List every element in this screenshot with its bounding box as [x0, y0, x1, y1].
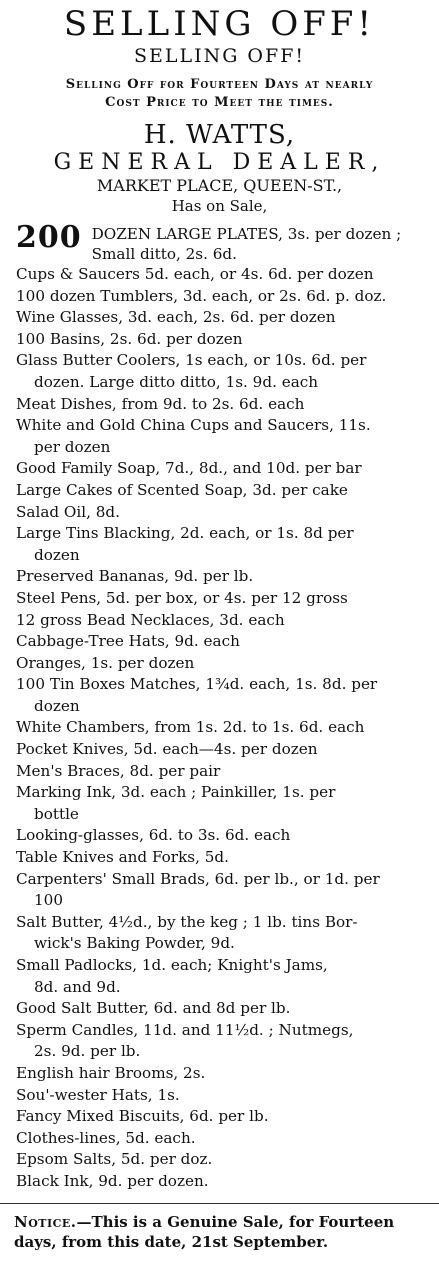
subheading-line-1: Selling Off for Fourteen Days at nearly — [65, 77, 374, 92]
list-item — [16, 610, 429, 632]
list-item — [16, 1171, 429, 1193]
item-line: Steel Pens, 5d. per box, or 4s. per 12 gross — [16, 588, 348, 607]
list-item — [16, 653, 429, 675]
item-list — [0, 222, 439, 1193]
item-line: English hair Brooms, 2s. — [16, 1063, 206, 1082]
item-continuation: 8d. and 9d. — [34, 977, 121, 996]
list-item — [16, 458, 429, 480]
list-item — [16, 782, 429, 825]
item-line: Marking Ink, 3d. each ; Painkiller, 1s. per — [16, 783, 336, 802]
dealer-address: MARKET PLACE, QUEEN-ST., — [96, 176, 343, 195]
item-line: Wine Glasses, 3d. each, 2s. 6d. per dozen — [16, 308, 336, 327]
dealer-name: H. WATTS, — [143, 120, 296, 150]
item-continuation: bottle — [34, 804, 79, 823]
list-item — [16, 1128, 429, 1150]
list-item — [16, 739, 429, 761]
list-item — [16, 480, 429, 502]
list-item — [16, 264, 429, 286]
lead-text: DOZEN LARGE PLATES, 3s. per dozen ; Small ditto, 2s. 6d. — [91, 225, 402, 263]
item-line: Glass Butter Coolers, 1s each, or 10s. 6d. per — [16, 351, 367, 370]
list-item — [16, 955, 429, 998]
list-item — [16, 1063, 429, 1085]
item-rows — [16, 264, 429, 1193]
list-item — [16, 1149, 429, 1171]
item-line: Cabbage-Tree Hats, 9d. each — [16, 632, 240, 651]
item-line: Black Ink, 9d. per dozen. — [16, 1171, 209, 1190]
item-line: Oranges, 1s. per dozen — [16, 653, 195, 672]
lead-item — [16, 222, 429, 264]
item-line: 100 dozen Tumblers, 3d. each, or 2s. 6d. p. doz. — [16, 286, 387, 305]
divider — [0, 1203, 439, 1204]
item-line: 12 gross Bead Necklaces, 3d. each — [16, 610, 285, 629]
notice-label: Notice. — [14, 1212, 77, 1231]
list-item — [16, 588, 429, 610]
list-item — [16, 329, 429, 351]
item-line: Epsom Salts, 5d. per doz. — [16, 1150, 213, 1169]
item-continuation: per dozen — [34, 437, 111, 456]
dealer-trade: GENERAL DEALER, — [53, 150, 386, 175]
lead-quantity: 200 — [16, 220, 82, 255]
item-line: Large Cakes of Scented Soap, 3d. per cake — [16, 480, 348, 499]
list-item — [16, 415, 429, 458]
item-continuation: dozen — [34, 696, 80, 715]
secondary-heading: SELLING OFF! — [133, 45, 306, 67]
item-continuation: 2s. 9d. per lb. — [34, 1042, 141, 1061]
list-item — [16, 674, 429, 717]
list-item — [16, 566, 429, 588]
item-continuation: 100 — [34, 891, 63, 910]
item-line: White Chambers, from 1s. 2d. to 1s. 6d. each — [16, 718, 365, 737]
main-heading: SELLING OFF! — [63, 4, 376, 44]
list-item — [16, 761, 429, 783]
item-line: Large Tins Blacking, 2d. each, or 1s. 8d per — [16, 524, 354, 543]
list-item — [16, 998, 429, 1020]
item-line: Fancy Mixed Biscuits, 6d. per lb. — [16, 1107, 269, 1126]
item-continuation: dozen — [34, 545, 80, 564]
item-line: White and Gold China Cups and Saucers, 11s. — [16, 416, 371, 435]
item-line: Clothes-lines, 5d. each. — [16, 1128, 196, 1147]
subheading-line-2: Cost Price to Meet the times. — [105, 95, 334, 110]
list-item — [16, 350, 429, 393]
item-line: Table Knives and Forks, 5d. — [16, 848, 229, 867]
list-item — [16, 523, 429, 566]
item-line: Sperm Candles, 11d. and 11½d. ; Nutmegs, — [16, 1020, 354, 1039]
item-line: Salt Butter, 4½d., by the keg ; 1 lb. tins Bor- — [16, 912, 358, 931]
list-item — [16, 825, 429, 847]
item-line: Men's Braces, 8d. per pair — [16, 761, 221, 780]
item-continuation: wick's Baking Powder, 9d. — [34, 934, 235, 953]
item-line: Salad Oil, 8d. — [16, 502, 120, 521]
list-item — [16, 1020, 429, 1063]
item-line: Meat Dishes, from 9d. to 2s. 6d. each — [16, 394, 305, 413]
notice — [0, 1212, 439, 1252]
list-item — [16, 717, 429, 739]
item-line: Small Padlocks, 1d. each; Knight's Jams, — [16, 956, 328, 974]
item-line: Looking-glasses, 6d. to 3s. 6d. each — [16, 826, 291, 845]
list-item — [16, 307, 429, 329]
list-item — [16, 394, 429, 416]
list-item — [16, 286, 429, 308]
on-sale-intro: Has on Sale, — [171, 197, 268, 215]
item-line: Good Salt Butter, 6d. and 8d per lb. — [16, 999, 291, 1018]
item-line: Carpenters' Small Brads, 6d. per lb., or 1d. per — [16, 869, 380, 888]
list-item — [16, 631, 429, 653]
list-item — [16, 847, 429, 869]
item-line: 100 Tin Boxes Matches, 1¾d. each, 1s. 8d. per — [16, 675, 378, 694]
list-item — [16, 869, 429, 912]
item-line: Cups & Saucers 5d. each, or 4s. 6d. per dozen — [16, 265, 374, 283]
list-item — [16, 912, 429, 955]
item-line: Good Family Soap, 7d., 8d., and 10d. per bar — [16, 459, 362, 478]
item-continuation: dozen. Large ditto ditto, 1s. 9d. each — [34, 372, 319, 391]
list-item — [16, 1106, 429, 1128]
item-line: 100 Basins, 2s. 6d. per dozen — [16, 329, 243, 348]
list-item — [16, 502, 429, 524]
item-line: Sou'-wester Hats, 1s. — [16, 1085, 180, 1104]
list-item — [16, 1085, 429, 1107]
item-line: Preserved Bananas, 9d. per lb. — [16, 567, 254, 586]
notice-text: —This is a Genuine Sale, for Fourteen days, from this date, 21st September. — [14, 1212, 395, 1251]
item-line: Pocket Knives, 5d. each—4s. per dozen — [16, 740, 318, 759]
